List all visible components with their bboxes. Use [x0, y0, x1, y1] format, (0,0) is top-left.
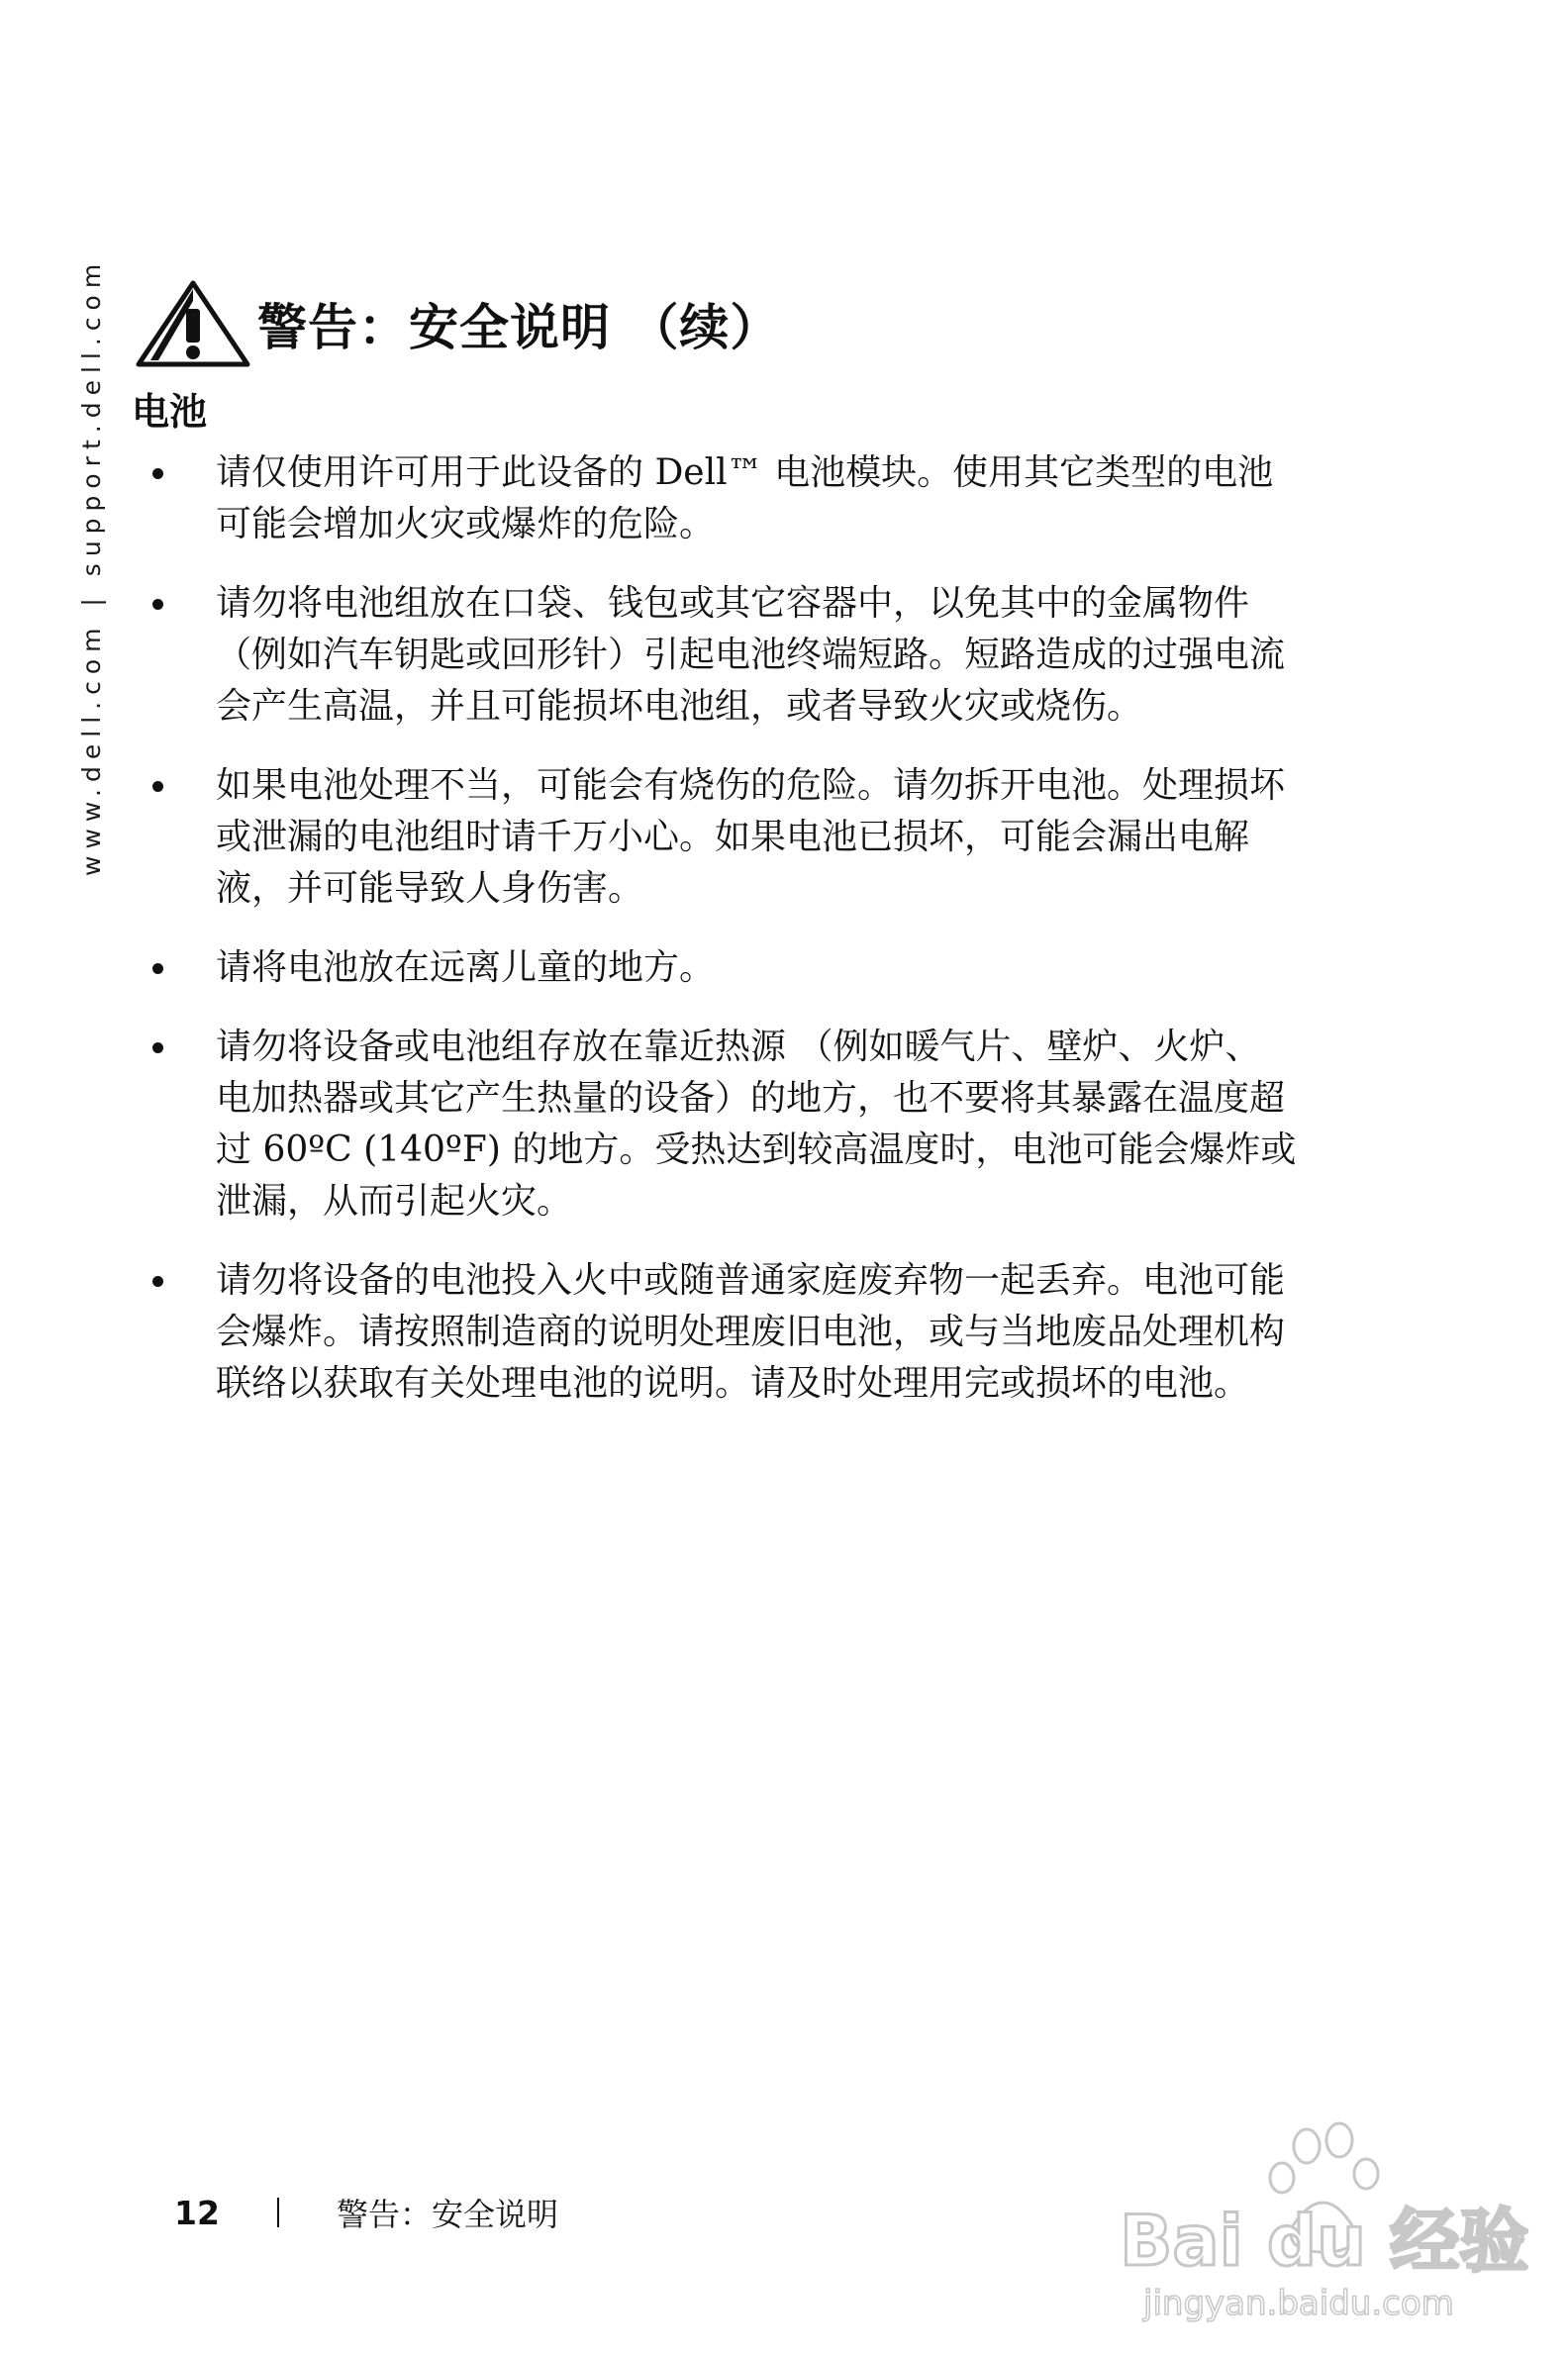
bullet-line: 液，并可能导致人身伤害。 [216, 868, 644, 909]
list-item [139, 942, 1416, 994]
bullet-icon [152, 1042, 163, 1053]
bullet-icon [152, 1276, 163, 1287]
bullet-line: 请将电池放在远离儿童的地方。 [216, 947, 716, 988]
bullet-line: 请勿将电池组放在口袋、钱包或其它容器中，以免其中的金属物件 [216, 583, 1250, 624]
bullet-list [139, 447, 1416, 1437]
list-item [139, 1255, 1416, 1410]
watermark-brand: Bai du 经验 [1120, 2201, 1529, 2282]
list-item [139, 578, 1416, 733]
page-footer [174, 2193, 558, 2232]
warning-triangle-icon [135, 279, 251, 368]
list-item [139, 760, 1416, 915]
bullet-icon [152, 963, 163, 974]
bullet-line: 请勿将设备或电池组存放在靠近热源 （例如暖气片、壁炉、火炉、 [216, 1027, 1261, 1067]
page-number: 12 [174, 2193, 220, 2232]
section-title: 电池 [132, 390, 208, 434]
bullet-icon [152, 599, 163, 610]
bullet-line: 可能会增加火灾或爆炸的危险。 [216, 504, 716, 544]
bullet-icon [152, 781, 163, 792]
side-url: www.dell.com | support.dell.com [77, 256, 106, 876]
footer-divider [277, 2198, 279, 2227]
bullet-line: 请仅使用许可用于此设备的 Dell™ 电池模块。使用其它类型的电池 [216, 452, 1274, 493]
bullet-line: 会爆炸。请按照制造商的说明处理废旧电池，或与当地废品处理机构 [216, 1312, 1286, 1352]
page-heading [135, 279, 780, 368]
heading-title: 警告：安全说明 （续） [257, 299, 781, 356]
bullet-line: 请勿将设备的电池投入火中或随普通家庭废弃物一起丢弃。电池可能 [216, 1260, 1286, 1301]
bullet-line: 电加热器或其它产生热量的设备）的地方，也不要将其暴露在温度超 [216, 1078, 1286, 1119]
bullet-line: 联络以获取有关处理电池的说明。请及时处理用完或损坏的电池。 [216, 1363, 1250, 1404]
bullet-line: 泄漏，从而引起火灾。 [216, 1181, 573, 1222]
bullet-line: （例如汽车钥匙或回形针）引起电池终端短路。短路造成的过强电流 [216, 635, 1286, 675]
watermark-url: jingyan.baidu.com [1143, 2284, 1454, 2323]
bullet-line: 过 60ºC (140ºF) 的地方。受热达到较高温度时，电池可能会爆炸或 [216, 1129, 1297, 1170]
bullet-line: 如果电池处理不当，可能会有烧伤的危险。请勿拆开电池。处理损坏 [216, 765, 1286, 806]
footer-title: 警告：安全说明 [336, 2196, 558, 2233]
baidu-jingyan-watermark [1104, 2089, 1529, 2326]
bullet-icon [152, 468, 163, 479]
list-item [139, 447, 1416, 550]
bullet-line: 会产生高温，并且可能损坏电池组，或者导致火灾或烧伤。 [216, 686, 1143, 727]
list-item [139, 1022, 1416, 1227]
bullet-line: 或泄漏的电池组时请千万小心。如果电池已损坏，可能会漏出电解 [216, 817, 1250, 857]
